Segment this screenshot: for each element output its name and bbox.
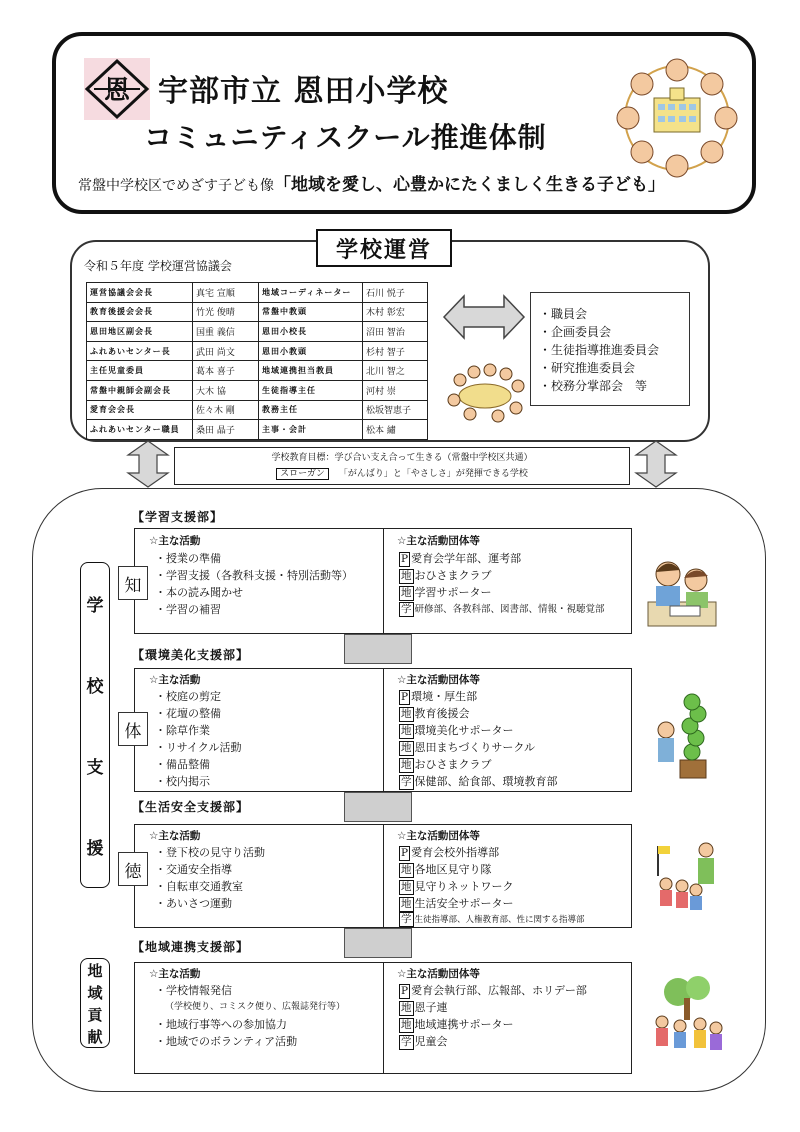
section-connector [344, 634, 412, 664]
table-row: 恩田地区副会長 国重 義信 恩田小校長 沼田 智治 [87, 322, 428, 342]
list-item: ・企画委員会 [539, 325, 612, 339]
school-name: 宇部市立 恩田小学校 [158, 74, 449, 109]
table-row: 教育後援会会長 竹光 俊晴 常盤中教頭 木村 彰宏 [87, 302, 428, 322]
section-title: 【学習支援部】 [132, 510, 224, 524]
crossing-guard-illustration [648, 836, 726, 914]
section-connector [344, 928, 412, 958]
vertical-double-arrow-icon [634, 440, 678, 488]
svg-text:恩: 恩 [103, 76, 131, 106]
vertical-label-char: 学 [86, 596, 104, 616]
gardening-illustration [650, 690, 720, 782]
section-title: 【地域連携支援部】 [132, 940, 250, 954]
vertical-label-char: 地 [87, 961, 103, 980]
section-connector [344, 792, 412, 822]
motto: 常盤中学校区でめざす子ども像「地域を愛し、心豊かにたくましく生きる子ども」 [78, 175, 665, 195]
table-row: ふれあいセンター長 武田 尚文 恩田小教頭 杉村 智子 [87, 341, 428, 361]
kanji-badge: 体 [118, 712, 148, 746]
meeting-illustration [440, 352, 530, 424]
kanji-badge: 知 [118, 566, 148, 600]
vertical-label-char: 援 [86, 839, 104, 859]
vertical-label-char: 献 [87, 1027, 103, 1046]
environment-support-section: ☆主な活動 ・校庭の剪定 ・花壇の整備 ・除草作業 ・リサイクル活動 ・備品整備 ・校内掲示 ☆主な活動団体等 P 環境・厚生部 地 教育後援会 地 環境美化サポーター 地 恩田まちづくりサークル 地 おひさまクラブ 学 保健部、給食部、環境教育部 [134, 668, 632, 792]
double-arrow-icon [442, 294, 526, 340]
kanji-badge: 徳 [118, 852, 148, 886]
school-support-label [80, 562, 110, 888]
education-goal: 学校教育目標：学び合い支え合って生きる（常盤中学校区共通） [271, 453, 533, 463]
community-contribution-label [80, 958, 110, 1048]
community-circle-illustration [612, 56, 742, 186]
list-item: ・職員会 [539, 307, 588, 321]
safety-support-section: ☆主な活動 ・登下校の見守り活動 ・交通安全指導 ・自転車交通教室 ・あいさつ運動 ☆主な活動団体等 P 愛育会校外指導部 地 各地区見守り隊 地 見守りネットワーク 地 生活安全サポーター 学 生徒指導部、人権教育部、性に関する指導部 [134, 824, 632, 928]
management-title: 学校運営 [316, 229, 452, 267]
study-illustration [646, 550, 718, 630]
table-row: ふれあいセンター職員 桑田 晶子 主事・会計 松本 繡 [87, 420, 428, 440]
slogan-line [175, 466, 629, 482]
community-support-section: ☆主な活動 ・学校情報発信 （学校便り、コミスク便り、広報誌発行等） ・地域行事等への参加協力 ・地域でのボランティア活動 ☆主な活動団体等 P 愛育会執行部、広報部、ホリデー部 地 恩子連 地 地域連携サポーター 学 児童会 [134, 962, 632, 1074]
vertical-label-char: 支 [86, 758, 104, 778]
slogan-text: 「がんばり」と「やさしさ」が発揮できる学校 [338, 469, 528, 479]
council-title: 令和５年度 学校運営協議会 [84, 259, 232, 273]
section-title: 【環境美化支援部】 [132, 648, 250, 662]
table-row: 愛育会会長 佐々木 剛 教務主任 松坂智恵子 [87, 400, 428, 420]
list-item: ・研究推進委員会 [539, 361, 636, 375]
council-table [86, 282, 428, 440]
table-row: 常盤中親師会副会長 大木 協 生徒指導主任 河村 崇 [87, 380, 428, 400]
table-row: 主任児童委員 葛本 喜子 地域連携担当教員 北川 智之 [87, 361, 428, 381]
vertical-label-char: 域 [87, 983, 103, 1002]
learning-support-section: ☆主な活動 ・授業の準備 ・学習支援（各教科支援・特別活動等） ・本の読み聞かせ ・学習の補習 ☆主な活動団体等 P 愛育会学年部、運考部 地 おひさまクラブ 地 学習サポーター 学 研修部、各教科部、図書部、情報・視聴覚部 [134, 528, 632, 634]
staff-meetings-box [530, 292, 690, 406]
slogan-label: スローガン [276, 468, 329, 480]
school-logo [84, 58, 150, 120]
vertical-label-char: 貢 [87, 1005, 103, 1024]
vertical-double-arrow-icon [126, 440, 170, 488]
education-goal-box [174, 447, 630, 485]
volunteer-illustration [648, 974, 728, 1056]
list-item: ・生徒指導推進委員会 [539, 343, 660, 357]
table-row: 運営協議会会長 真宅 宣順 地域コーディネーター 石川 悦子 [87, 283, 428, 303]
vertical-label-char: 校 [86, 677, 104, 697]
list-item: ・校務分掌部会 等 [539, 379, 648, 393]
section-title: 【生活安全支援部】 [132, 800, 250, 814]
page-subtitle: コミュニティスクール推進体制 [144, 121, 547, 154]
